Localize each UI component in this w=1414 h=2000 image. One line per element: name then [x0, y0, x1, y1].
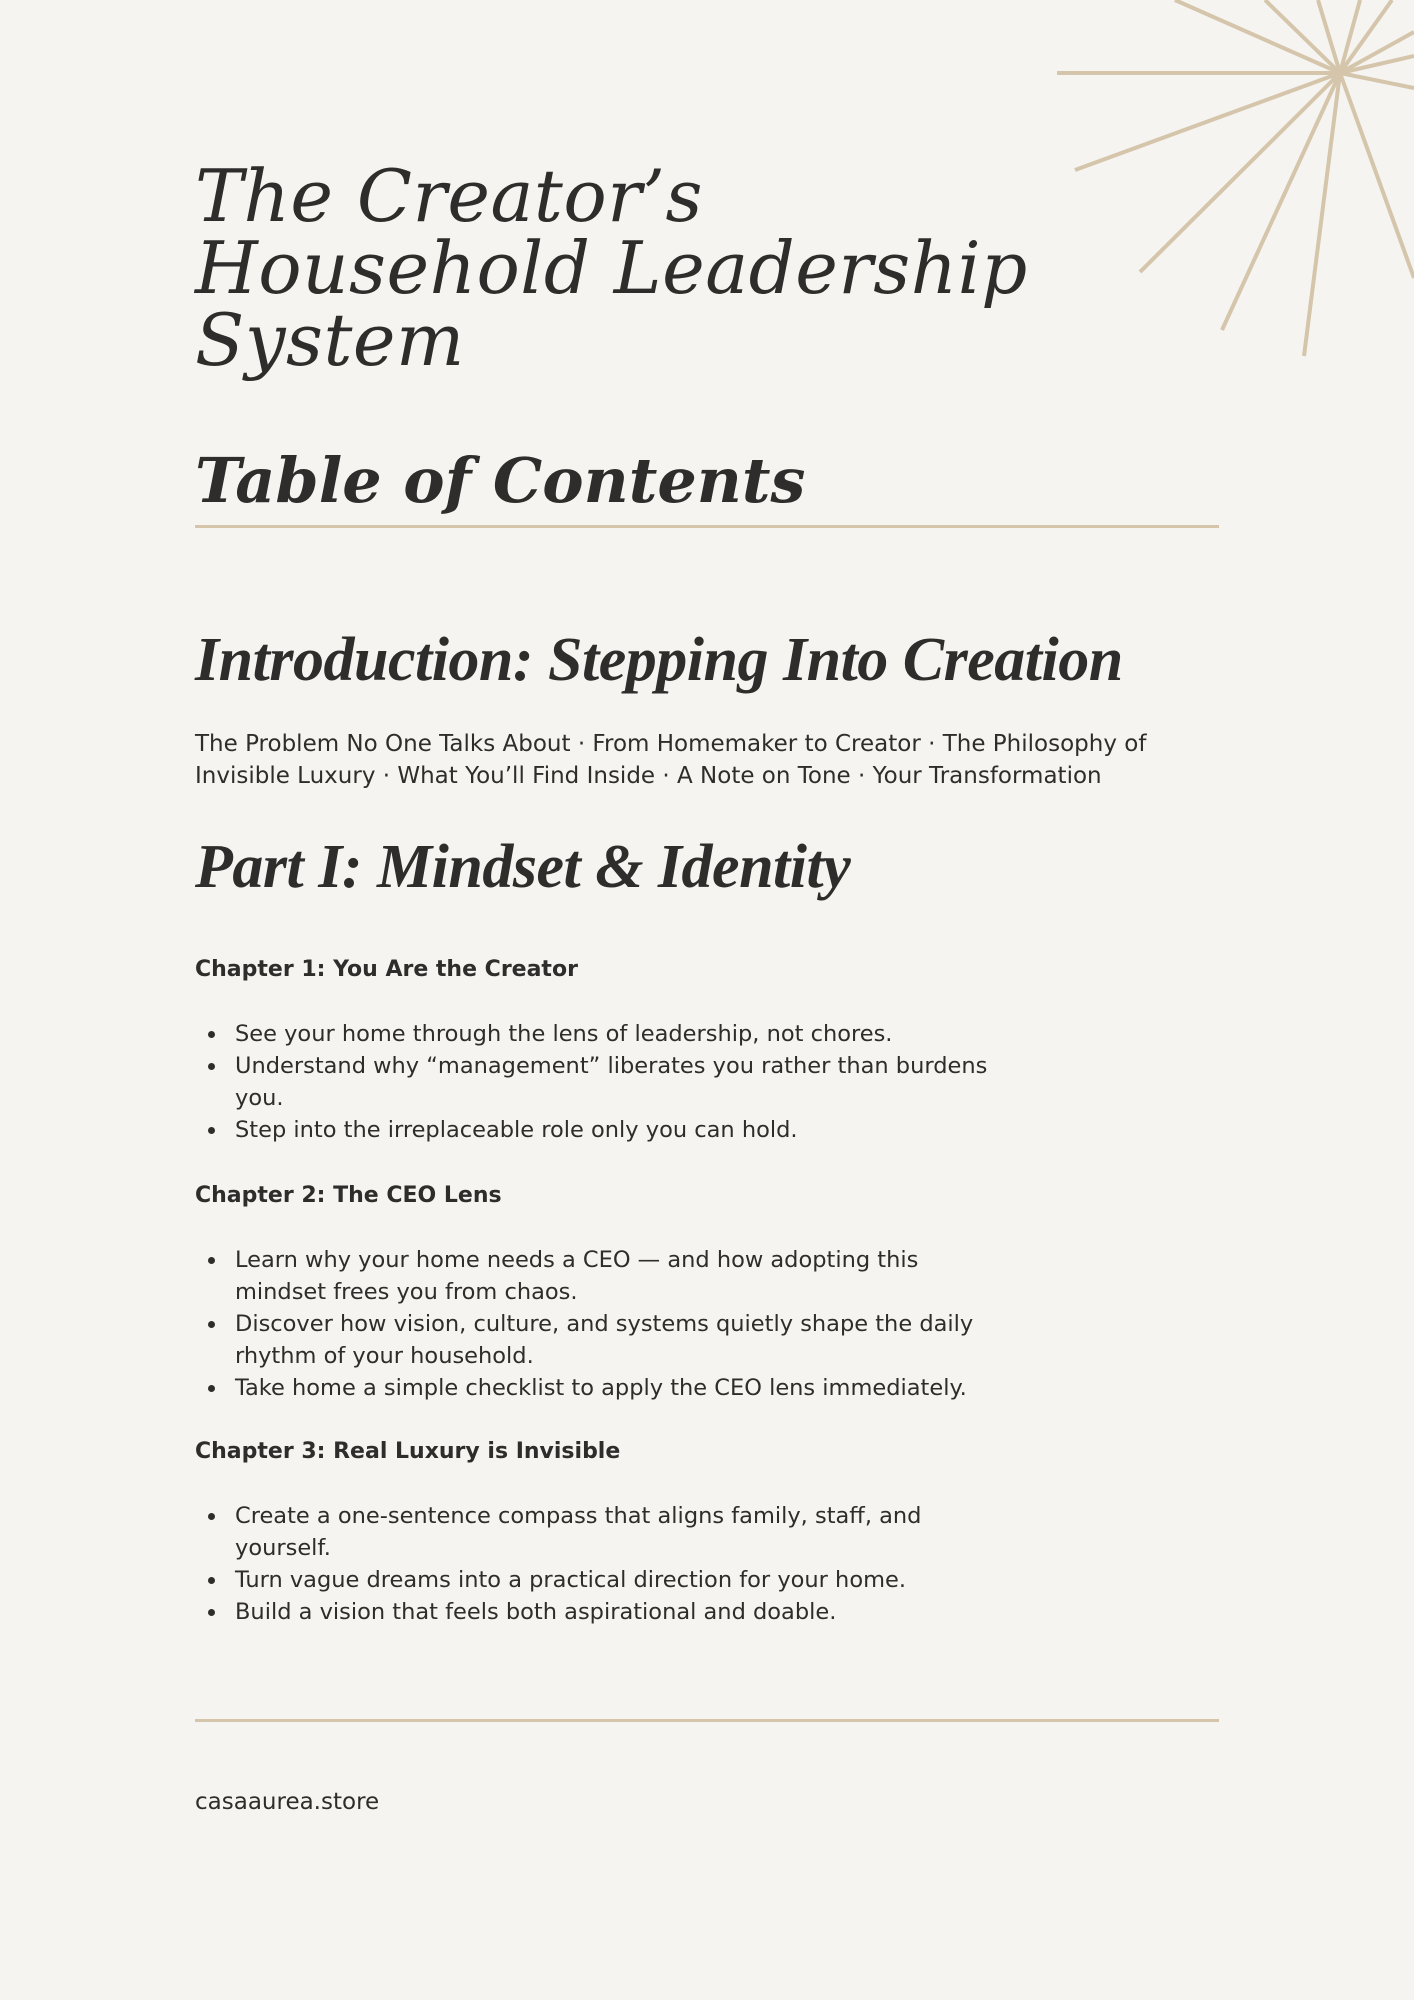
chapter-1-title: Chapter 1: You Are the Creator — [195, 957, 578, 982]
document-title — [195, 154, 1028, 382]
list-item: Discover how vision, culture, and systems quietly shape the daily rhythm of your household. — [195, 1308, 1015, 1372]
list-item: Understand why “management” liberates you rather than burdens you. — [195, 1050, 1015, 1114]
chapter-1-bullets — [195, 1018, 1015, 1146]
chapter-3-bullets — [195, 1500, 1015, 1628]
list-item: Create a one-sentence compass that aligns family, staff, and yourself. — [195, 1500, 1015, 1564]
introduction-heading: Introduction: Stepping Into Creation — [195, 626, 1123, 694]
top-divider — [195, 525, 1219, 528]
list-item: Step into the irreplaceable role only you can hold. — [195, 1114, 1015, 1146]
introduction-topics: The Problem No One Talks About · From Homemaker to Creator · The Philosophy of Invisible Luxury · What You’ll Find Inside · A Note on Tone · Your Transformation — [195, 731, 1147, 789]
footer-url: casaaurea.store — [195, 1789, 380, 1815]
chapter-2-title: Chapter 2: The CEO Lens — [195, 1183, 502, 1208]
list-item: Learn why your home needs a CEO — and how adopting this mindset frees you from chaos. — [195, 1244, 1015, 1308]
bottom-divider — [195, 1719, 1219, 1722]
chapter-3-title: Chapter 3: Real Luxury is Invisible — [195, 1439, 621, 1464]
title-line-3: System — [195, 298, 465, 382]
toc-heading: Table of Contents — [195, 444, 806, 517]
part1-heading: Part I: Mindset & Identity — [195, 833, 851, 901]
list-item: Build a vision that feels both aspirational and doable. — [195, 1596, 1015, 1628]
list-item: Turn vague dreams into a practical direction for your home. — [195, 1564, 1015, 1596]
list-item: See your home through the lens of leadership, not chores. — [195, 1018, 1015, 1050]
list-item: Take home a simple checklist to apply the CEO lens immediately. — [195, 1372, 1015, 1404]
title-line-2: Household Leadership — [195, 226, 1028, 310]
sunburst-icon — [1040, 0, 1414, 360]
chapter-2-bullets — [195, 1244, 1015, 1404]
title-line-1: The Creator’s — [195, 154, 703, 238]
